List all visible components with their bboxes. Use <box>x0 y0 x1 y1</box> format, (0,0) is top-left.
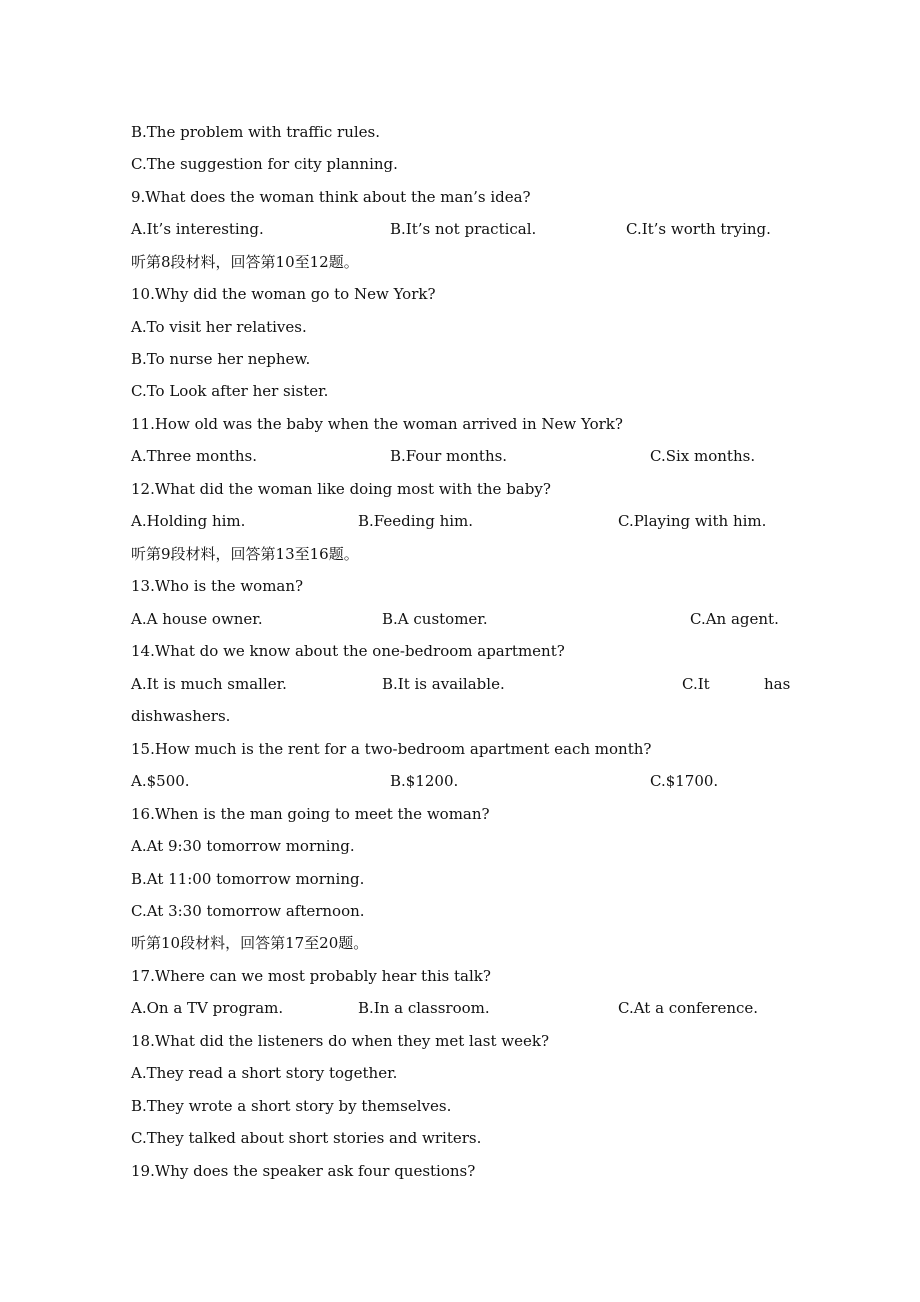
option-14c: C.It <box>682 675 710 693</box>
question-14: 14.What do we know about the one-bedroom apartment? <box>131 642 565 660</box>
question-12: 12.What did the woman like doing most with the baby? <box>131 480 551 498</box>
option-16b: B.At 11:00 tomorrow morning. <box>131 870 365 888</box>
option-13b: B.A customer. <box>382 610 488 628</box>
option-14a: A.It is much smaller. <box>131 675 287 693</box>
option-13a: A.A house owner. <box>131 610 263 628</box>
option-10b: B.To nurse her nephew. <box>131 350 311 368</box>
option-13c: C.An agent. <box>690 610 779 628</box>
option-15a: A.$500. <box>131 772 190 790</box>
section-heading-9: 听第9段材料，回答第13至16题。 <box>131 545 359 563</box>
option-11a: A.Three months. <box>131 447 258 465</box>
section-heading-8: 听第8段材料，回答第10至12题。 <box>131 253 359 271</box>
question-10: 10.Why did the woman go to New York? <box>131 285 436 303</box>
question-16: 16.When is the man going to meet the woman? <box>131 805 490 823</box>
question-13: 13.Who is the woman? <box>131 577 304 595</box>
option-17a: A.On a TV program. <box>131 999 284 1017</box>
question-18: 18.What did the listeners do when they met last week? <box>131 1032 550 1050</box>
option-12b: B.Feeding him. <box>358 512 474 530</box>
option-18c: C.They talked about short stories and writers. <box>131 1129 482 1147</box>
section-heading-10: 听第10段材料，回答第17至20题。 <box>131 934 369 952</box>
option-17b: B.In a classroom. <box>358 999 490 1017</box>
option-8b: B.The problem with traffic rules. <box>131 123 381 141</box>
question-11: 11.How old was the baby when the woman arrived in New York? <box>131 415 623 433</box>
option-12c: C.Playing with him. <box>618 512 767 530</box>
option-12a: A.Holding him. <box>131 512 246 530</box>
option-14c-wrap: dishwashers. <box>131 707 231 725</box>
option-9c: C.It’s worth trying. <box>626 220 771 238</box>
option-11c: C.Six months. <box>650 447 756 465</box>
option-18b: B.They wrote a short story by themselves. <box>131 1097 452 1115</box>
option-15b: B.$1200. <box>390 772 459 790</box>
option-9b: B.It’s not practical. <box>390 220 537 238</box>
option-16a: A.At 9:30 tomorrow morning. <box>131 837 355 855</box>
option-14b: B.It is available. <box>382 675 505 693</box>
question-17: 17.Where can we most probably hear this talk? <box>131 967 491 985</box>
option-10a: A.To visit her relatives. <box>131 318 307 336</box>
question-19: 19.Why does the speaker ask four questions? <box>131 1162 476 1180</box>
option-17c: C.At a conference. <box>618 999 759 1017</box>
option-16c: C.At 3:30 tomorrow afternoon. <box>131 902 365 920</box>
option-9a: A.It’s interesting. <box>131 220 264 238</box>
option-15c: C.$1700. <box>650 772 719 790</box>
question-9: 9.What does the woman think about the man’s idea? <box>131 188 531 206</box>
option-8c: C.The suggestion for city planning. <box>131 155 398 173</box>
option-18a: A.They read a short story together. <box>131 1064 398 1082</box>
option-14c-continued: has <box>764 675 791 693</box>
question-15: 15.How much is the rent for a two-bedroom apartment each month? <box>131 740 652 758</box>
option-10c: C.To Look after her sister. <box>131 382 329 400</box>
option-11b: B.Four months. <box>390 447 508 465</box>
